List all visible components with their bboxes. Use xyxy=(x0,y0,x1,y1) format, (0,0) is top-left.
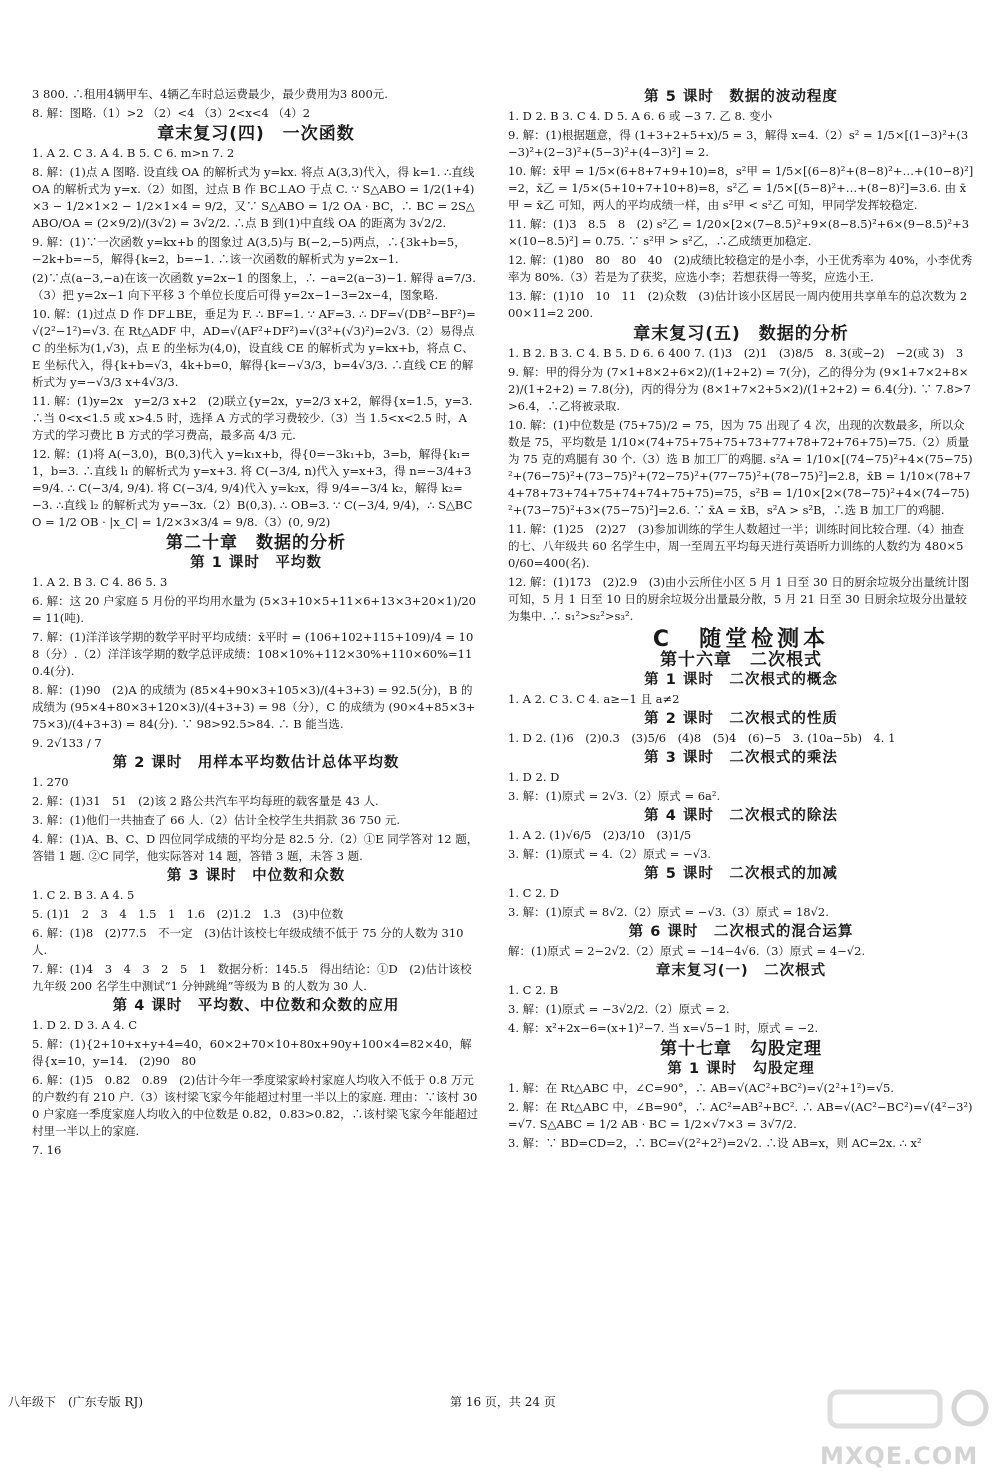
chapter-heading: 第二十章 数据的分析 xyxy=(166,533,346,553)
chapter-heading: 章末复习(四) 一次函数 xyxy=(157,124,355,144)
answer-paragraph: 13. 解：(1)10 10 11 (2)众数 (3)估计该小区居民一周内使用共享单车的总次数为 200×11=2 200. xyxy=(508,289,968,320)
answer-paragraph: 8. 解：(1)点 A 图略. 设直线 OA 的解析式为 y=kx. 将点 A(3,3)代入，得 k=1. ∴直线 OA 的解析式为 y=x.（2）如图，过点 B 作 BC⊥AO 于点 C. ∵ S△ABO = 1/2(1+4)×3 − 1/2×1×2 − 1/2×1×4 = 9/2，又∵ S△ABO = 1/2 OA · BC，∴ BC = 2S△ABO/OA = (2×9/2)/(3√2) = 3√2/2. ∴点 B 到(1)中直线 OA 的距离为 3√2/2. xyxy=(32,165,475,230)
answer-paragraph: 1. A 2. C 3. A 4. B 5. C 6. m>n 7. 2 xyxy=(32,146,235,160)
answer-paragraph: 8. 解：图略.（1）>2 （2）<4 （3）2<x<4 （4）2 xyxy=(32,106,311,120)
answer-paragraph: 7. 解：(1)4 3 4 3 2 5 1 数据分析：145.5 得出结论：①D (2)估计该校九年级 200 名学生中测试“1 分钟跳绳”等级为 B 的人数为 30 人. xyxy=(32,962,472,993)
section-heading: 第 6 课时 二次根式的混合运算 xyxy=(628,924,854,940)
section-heading: 第 2 课时 二次根式的性质 xyxy=(644,711,838,727)
answer-paragraph: 1. C 2. B xyxy=(508,983,559,997)
answer-paragraph: 1. C 2. D xyxy=(508,886,559,900)
answer-paragraph: 2. 解：在 Rt△ABC 中，∠B=90°，∴ AC²=AB²+BC². ∴ AB=√(AC²−BC²)=√(4²−3²)=√7. S△ABC = 1/2 AB · BC = 1/2×√7×3 = 3√7/2. xyxy=(508,1100,973,1131)
answer-paragraph: 11. 解：(1)y=2x y=2/3 x+2 (2)联立{y=2x，y=2/3 x+2，解得{x=1.5，y=3. ∴当 0<x<1.5 或 x>4.5 时，选择 A 方式的学习费较少.（3）当 1.5<x<2.5 时，A 方式的学习费比 B 方式的学习费高，最多高 4/3 元. xyxy=(32,394,473,442)
answer-paragraph: 3. 解：(1)原式 = 4.（2）原式 = −√3. xyxy=(508,847,712,861)
answer-paragraph: 4. 解：(1)A、B、C、D 四位同学成绩的平均分是 82.5 分.（2）①E 同学答对 12 题，答错 1 题. ②C 同学，他实际答对 14 题，答错 3 题，未答 3 题. xyxy=(32,832,479,863)
answer-paragraph: 1. D 2. (1)6 (2)0.3 (3)5/6 (4)8 (5)4 (6)−5 3. (10a−5b) 4. 1 xyxy=(508,731,896,745)
answer-paragraph: 9. 解：(1)根据题意，得 (1+3+2+5+x)/5 = 3，解得 x=4.（2）s² = 1/5×[(1−3)²+(3−3)²+(2−3)²+(5−3)²+(4−3)²] = 2. xyxy=(508,128,969,159)
answer-paragraph: 6. 解：(1)8 (2)77.5 不一定 (3)估计该校七年级成绩不低于 75 分的人数为 310 人. xyxy=(32,926,464,957)
answer-paragraph: 12. 解：(1)将 A(−3,0)，B(0,3)代入 y=k₁x+b，得{0=−3k₁+b，3=b，解得{k₁=1，b=3. ∴直线 l₁ 的解析式为 y=x+3. 将 C(−3/4, n)代入 y=x+3，得 n=−3/4+3=9/4. ∴ C(−3/4, 9/4). 将 C(−3/4, 9/4)代入 y=k₂x，得 9/4=−3/4 k₂，解得 k₂=−3. ∴直线 l₂ 的解析式为 y=−3x.（2）B(0,3). ∴ OB=3. ∵ C(−3/4, 9/4)，∴ S△BCO = 1/2 OB · |x_C| = 1/2×3×3/4 = 9/8.（3）(0, 9/2) xyxy=(32,447,473,529)
part-heading: C 随堂检测本 xyxy=(652,627,830,652)
answer-paragraph: 9. 解：(1)∵一次函数 y=kx+b 的图象过 A(3,5)与 B(−2,−5)两点，∴{3k+b=5，−2k+b=−5，解得{k=2，b=−1. ∴该一次函数的解析式为 y=2x−1. xyxy=(32,235,466,266)
answer-paragraph: 3. 解：∵ BD=CD=2，∴ BC=√(2²+2²)=2√2. ∴设 AB=x，则 AC=2x. ∴ x² xyxy=(508,1136,922,1150)
answer-paragraph: 9. 2√133 / 7 xyxy=(32,736,102,750)
answer-paragraph: 11. 解：(1)25 (2)27 (3)参加训练的学生人数超过一半；训练时间比较合理.（4）抽查的七、八年级共 60 名学生中，周一至周五平均每天进行英语听力训练的人数约为 480×50/60=400(名). xyxy=(508,522,965,570)
answer-paragraph: 3. 解：(1)原式 = 2√3.（2）原式 = 6a². xyxy=(508,789,721,803)
answer-paragraph: 12. 解：(1)80 80 80 40 (2)成绩比较稳定的是小李，小王优秀率为 40%，小李优秀率为 80%.（3）若是为了获奖，应选小李；若想获得一等奖，应选小王. xyxy=(508,253,973,284)
answer-paragraph: 1. C 2. B 3. A 4. 5 xyxy=(32,888,135,902)
answer-paragraph: 3. 解：(1)原式 = 8√2.（2）原式 = −√3.（3）原式 = 18√2. xyxy=(508,905,829,919)
section-heading: 第 2 课时 用样本平均数估计总体平均数 xyxy=(112,755,400,771)
section-heading: 第 1 课时 平均数 xyxy=(190,555,322,571)
answer-paragraph: 5. 解：(1){2+10+x+y+4=40，60×2+70×10+80x+90y+100×4=82×40，解得{x=10，y=14. (2)90 80 xyxy=(32,1037,472,1068)
answer-paragraph: 6. 解：这 20 户家庭 5 月份的平均用水量为 (5×3+10×5+11×6+13×3+20×1)/20 = 11(吨). xyxy=(32,594,476,625)
chapter-heading: 第十六章 二次根式 xyxy=(660,650,822,670)
answer-paragraph: 3. 解：(1)原式 = −3√2/2.（2）原式 = 2. xyxy=(508,1002,730,1016)
answer-paragraph: 6. 解：(1)5 0.82 0.89 (2)估计今年一季度梁家岭村家庭人均收入不低于 0.8 万元的户数约有 210 户.（3）该村梁飞家今年能超过村里一半以上的家庭. 理由：∵该村 300 户家庭一季度家庭人均收入的中位数是 0.82，0.83>0.82，∴该村梁飞家今年能超过村里一半以上的家庭. xyxy=(32,1073,479,1138)
left-column xyxy=(32,86,480,1386)
answer-paragraph: 8. 解：(1)90 (2)A 的成绩为 (85×4+90×3+105×3)/(4+3+3) = 92.5(分)，B 的成绩为 (95×4+80×3+120×3)/(4+3+3) = 98（分），C 的成绩为 (90×4+85×3+75×3)/(4+3+3) = 84(分). ∵ 98>92.5>84. ∴ B 能当选. xyxy=(32,683,476,731)
answer-paragraph: 4. 解：x²+2x−6=(x+1)²−7. 当 x=√5−1 时，原式 = −2. xyxy=(508,1021,819,1035)
answer-paragraph: 1. D 2. D 3. A 4. C xyxy=(32,1018,138,1032)
section-heading: 第 1 课时 勾股定理 xyxy=(667,1061,815,1077)
footer-grade-label: 八年级下 (广东专版 RJ) xyxy=(8,1395,144,1409)
watermark-text: MXQE.COM xyxy=(820,1442,979,1470)
right-column xyxy=(508,86,974,1386)
section-heading: 第 5 课时 二次根式的加减 xyxy=(644,866,838,882)
answer-paragraph: 7. 解：(1)洋洋该学期的数学平时平均成绩：x̄平时 = (106+102+115+109)/4 = 108（分）.（2）洋洋该学期的数学总评成绩：108×10%+112×30%+110×60%=110.4(分). xyxy=(32,630,474,678)
answer-paragraph: 1. 270 xyxy=(32,775,69,789)
answer-paragraph: 1. A 2. (1)√6/5 (2)3/10 (3)1/5 xyxy=(508,828,692,842)
answer-paragraph: 1. D 2. D xyxy=(508,770,560,784)
answer-paragraph: (2)∵点(a−3,−a)在该一次函数 y=2x−1 的图象上，∴ −a=2(a−3)−1. 解得 a=7/3.（3）把 y=2x−1 向下平移 3 个单位长度后可得 y=2x−1−3=2x−4，图象略. xyxy=(32,271,476,302)
answer-paragraph: 3. 解：(1)他们一共抽查了 66 人.（2）估计全校学生共捐款 36 750 元. xyxy=(32,813,401,827)
answer-paragraph: 3 800. ∴租用4辆甲车、4辆乙车时总运费最少，最少费用为3 800元. xyxy=(32,87,388,101)
answer-paragraph: 11. 解：(1)3 8.5 8 (2) s²乙 = 1/20×[2×(7−8.5)²+9×(8−8.5)²+6×(9−8.5)²+3×(10−8.5)²] = 0.75. ∵ s²甲 > s²乙，∴乙成绩更加稳定. xyxy=(508,217,970,248)
section-heading: 第 3 课时 二次根式的乘法 xyxy=(644,750,838,766)
answer-paragraph: 1. D 2. B 3. C 4. D 5. A 6. 6 或 −3 7. 乙 8. 变小 xyxy=(508,109,773,123)
answer-paragraph: 1. B 2. B 3. C 4. B 5. D 6. 6 400 7. (1)3 (2)1 (3)8/5 8. 3(或−2) −2(或 3) 3 xyxy=(508,346,964,360)
answer-paragraph: 9. 解：甲的得分为 (7×1+8×2+6×2)/(1+2+2) = 7(分)，乙的得分为 (9×1+7×2+8×2)/(1+2+2) = 7.8(分)，丙的得分为 (8×1+7×2+5×2)/(1+2+2) = 6.4(分). ∵ 7.8>7>6.4，∴乙将被录取. xyxy=(508,365,971,413)
section-heading: 第 1 课时 二次根式的概念 xyxy=(644,672,838,688)
answer-paragraph: 5. (1)1 2 3 4 1.5 1 1.6 (2)1.2 1.3 (3)中位数 xyxy=(32,907,344,921)
section-heading: 第 4 课时 平均数、中位数和众数的应用 xyxy=(112,998,400,1014)
answer-paragraph: 7. 16 xyxy=(32,1143,62,1157)
answer-paragraph: 10. 解：(1)过点 D 作 DF⊥BE，垂足为 F. ∴ BF=1. ∵ AF=3. ∴ DF=√(DB²−BF²)=√(2²−1²)=√3. 在 Rt△ADF 中，AD=√(AF²+DF²)=√(3²+(√3)²)=2√3.（2）易得点 C 的坐标为(1,√3)，点 E 的坐标为(4,0)，设直线 CE 的解析式为 y=kx+b，将点 C、E 坐标代入，得{k+b=√3，4k+b=0，解得{k=−√3/3，b=4√3/3. ∴直线 CE 的解析式为 y=−√3/3 x+4√3/3. xyxy=(32,307,476,389)
answer-paragraph: 解：(1)原式 = 2−2√2.（2）原式 = −14−4√6.（3）原式 = 4−√2. xyxy=(508,944,866,958)
answer-paragraph: 1. A 2. B 3. C 4. 86 5. 3 xyxy=(32,575,168,589)
answer-paragraph: 12. 解：(1)173 (2)2.9 (3)由小云所住小区 5 月 1 日至 30 日的厨余垃圾分出量统计图可知，5 月 1 日至 10 日的厨余垃圾分出量最分散，5 月 21 日至 30 日厨余垃圾分出量较为集中. ∴ s₁²>s₂²>s₃². xyxy=(508,575,970,623)
footer-page-number: 第 16 页，共 24 页 xyxy=(450,1395,556,1409)
chapter-heading: 第十七章 勾股定理 xyxy=(660,1039,822,1059)
answer-paragraph: 1. A 2. C 3. C 4. a≥−1 且 a≠2 xyxy=(508,692,680,706)
section-heading: 第 4 课时 二次根式的除法 xyxy=(644,808,838,824)
section-heading: 章末复习(一) 二次根式 xyxy=(655,963,827,979)
chapter-heading: 章末复习(五) 数据的分析 xyxy=(633,324,849,344)
answer-paragraph: 10. 解：(1)中位数是 (75+75)/2 = 75，因为 75 出现了 4 次，出现的次数最多，所以众数是 75，平均数是 1/10×(74+75+75+75+73+77+78+72+76+75)=75.（2）质量为 75 克的鸡腿有 30 个.（3）选 B 加工厂的鸡腿. s²A = 1/10×[(74−75)²+4×(75−75)²+(76−75)²+(73−75)²+(72−75)²+(77−75)²+(78−75)²]=2.8，x̄B = 1/10×(78+74+78+73+74+75+74+74+75+75)=75，s²B = 1/10×[2×(78−75)²+4×(74−75)²+(73−75)²+3×(75−75)²]=2.6. ∵ x̄A = x̄B，s²A > s²B，∴选 B 加工厂的鸡腿. xyxy=(508,418,973,517)
answer-paragraph: 2. 解：(1)31 51 (2)该 2 路公共汽车平均每班的载客量是 43 人. xyxy=(32,794,379,808)
section-heading: 第 5 课时 数据的波动程度 xyxy=(644,89,838,105)
section-heading: 第 3 课时 中位数和众数 xyxy=(166,868,346,884)
answer-paragraph: 1. 解：在 Rt△ABC 中，∠C=90°，∴ AB=√(AC²+BC²)=√(2²+1²)=√5. xyxy=(508,1081,894,1095)
answer-paragraph: 10. 解：x̄甲 = 1/5×(6+8+7+9+10)=8，s²甲 = 1/5×[(6−8)²+(8−8)²+…+(10−8)²]=2，x̄乙 = 1/5×(5+10+7+10+8)=8，s²乙 = 1/5×[(5−8)²+…+(8−8)²]=3.6. 由 x̄甲 = x̄乙 可知，两人的平均成绩一样，由 s²甲 < s²乙 可知，甲同学发挥较稳定. xyxy=(508,164,974,212)
